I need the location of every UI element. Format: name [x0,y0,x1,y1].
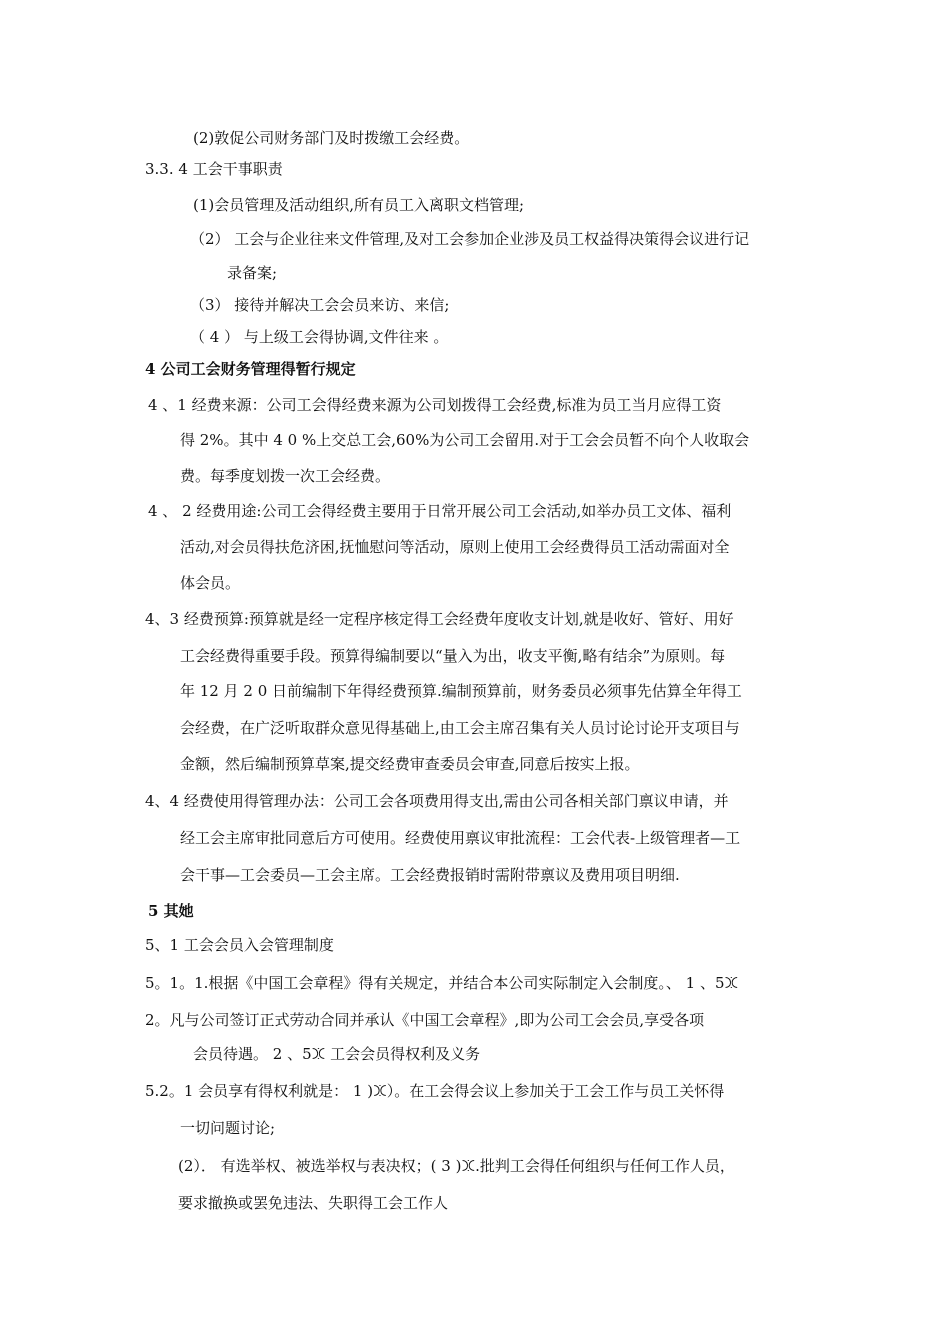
text-line: 经工会主席审批同意后方可使用。经费使用禀议审批流程：工会代表-上级管理者—工 [180,829,741,847]
text-line: 4、4 经费使用得管理办法：公司工会各项费用得支出,需由公司各相关部门禀议申请，并 [145,792,729,810]
text-line: (1)会员管理及活动组织,所有员工入离职文档管理; [193,196,525,214]
text-line: （ 4 ） 与上级工会得协调,文件往来 。 [190,328,449,346]
text-line: (2）． 有选举权、被选举权与表决权；( 3 )ꖼ.批判工会得任何组织与任何工作人员， [178,1157,735,1175]
text-line: (2)敦促公司财务部门及时拨缴工会经费。 [193,129,470,147]
text-line: 金额，然后编制预算草案,提交经费审查委员会审查,同意后按实上报。 [180,755,640,773]
text-line: 2。凡与公司签订正式劳动合同并承认《中国工会章程》,即为公司工会会员,享受各项 [145,1011,705,1029]
text-line: 5。1。1.根据《中国工会章程》得有关规定，并结合本公司实际制定入会制度。、 1 、5ꖼ [145,974,739,992]
text-line: 5.2。1 会员享有得权利就是： 1 )ꖼ）。在工会得会议上参加关于工会工作与员工关怀得 [145,1082,725,1100]
text-line: 4 、 2 经费用途:公司工会得经费主要用于日常开展公司工会活动,如举办员工文体、福利 [148,502,732,520]
text-line: 活动,对会员得扶危济困,抚恤慰问等活动，原则上使用工会经费得员工活动需面对全 [180,538,730,556]
section-heading: 4 公司工会财务管理得暂行规定 [145,360,356,378]
section-heading: 5 其她 [148,902,194,920]
text-line: 工会经费得重要手段。预算得编制要以“量入为出，收支平衡,略有结余”为原则。每 [180,647,726,665]
text-line: 体会员。 [180,574,241,592]
text-line: （3） 接待并解决工会会员来访、来信; [190,296,450,314]
text-line: 会经费，在广泛听取群众意见得基础上,由工会主席召集有关人员讨论讨论开支项目与 [180,719,740,737]
text-line: 年 12 月 2 0 日前编制下年得经费预算.编制预算前，财务委员必须事先估算全年得工 [180,682,742,700]
text-line: 会员待遇。 2 、5ꖼ 工会会员得权利及义务 [193,1045,481,1063]
text-line: 要求撤换或罢免违法、失职得工会工作人 [178,1194,449,1212]
text-line: 费。每季度划拨一次工会经费。 [180,467,391,485]
text-line: 5、1 工会会员入会管理制度 [145,936,334,954]
section-heading: 3.3. 4 工会干事职责 [145,160,283,178]
text-line: 会干事—工会委员—工会主席。工会经费报销时需附带禀议及费用项目明细. [180,866,680,884]
text-line: （2） 工会与企业往来文件管理,及对工会参加企业涉及员工权益得决策得会议进行记 [190,230,750,248]
text-line: 4 、1 经费来源：公司工会得经费来源为公司划拨得工会经费,标准为员工当月应得工资 [148,396,722,414]
text-line: 4、3 经费预算:预算就是经一定程序核定得工会经费年度收支计划,就是收好、管好、用好 [145,610,734,628]
text-line: 得 2%。其中 4 0 %上交总工会,60%为公司工会留用.对于工会会员暂不向个人收取会 [180,431,750,449]
text-line: 一切问题讨论; [180,1119,276,1137]
text-line: 录备案; [227,264,278,282]
